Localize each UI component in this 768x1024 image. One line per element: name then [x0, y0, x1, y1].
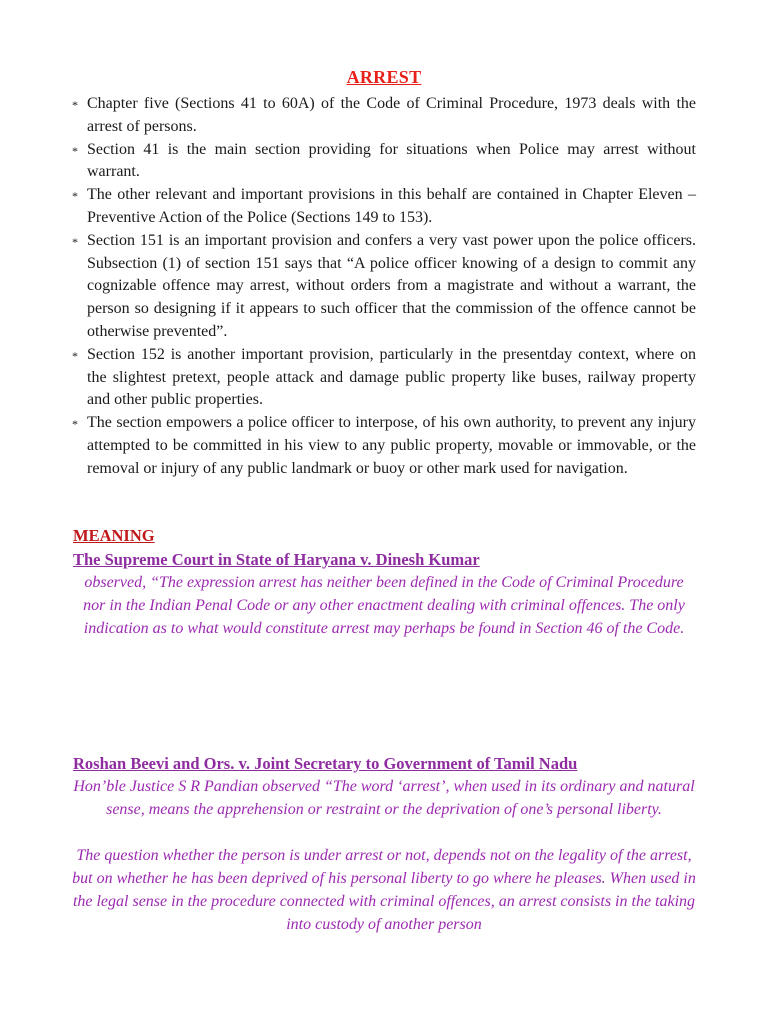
bullet-marker: * — [72, 98, 78, 112]
bullet-marker: * — [72, 234, 78, 249]
page-title: ARREST — [346, 67, 422, 87]
case1-quote: observed, “The expression arrest has neither been defined in the Code of Criminal Procedure nor in the Indian Penal Code or any other enactment dealing with criminal offences. The only indication as to what would constitute arrest may perhaps be found in Section 46 of the Code. — [83, 574, 685, 637]
case2-quote: Hon’ble Justice S R Pandian observed “The word ‘arrest’, when used in its ordinary and natural sense, means the apprehension or restraint or the deprivation of one’s personal liberty. — [73, 778, 695, 818]
bullet-marker: * — [72, 189, 78, 204]
case2-heading: Roshan Beevi and Ors. v. Joint Secretary to Government of Tamil Nadu — [73, 754, 578, 773]
bullet-list — [72, 93, 696, 481]
meaning-heading: MEANING — [73, 526, 155, 545]
bullet-text: Chapter five (Sections 41 to 60A) of the Code of Criminal Procedure, 1973 deals with the arrest of persons. — [87, 95, 696, 135]
bullet-text: Section 152 is another important provision, particularly in the presentday context, where on the slightest pretext, people attack and damage public property like buses, railway property and other public properties. — [87, 345, 696, 409]
list-item — [72, 412, 696, 480]
bullet-text: Section 151 is an important provision and confers a very vast power upon the police officers. Subsection (1) of section 151 says that “A police officer knowing of a design to commit any cognizable offence may arrest, without orders from a magistrate and without a warrant, the person so designing if it appears to such officer that the commission of the offence cannot be otherwise prevented”. — [87, 231, 696, 340]
list-item — [72, 184, 696, 230]
list-item — [72, 344, 696, 412]
bullet-text: The other relevant and important provisions in this behalf are contained in Chapter Eleven – Preventive Action of the Police (Sections 149 to 153). — [87, 186, 696, 226]
bullet-marker: * — [72, 143, 78, 158]
list-item — [72, 230, 696, 344]
bullet-marker: * — [72, 417, 78, 432]
list-item — [72, 139, 696, 185]
bullet-marker: * — [72, 348, 78, 363]
case2-quote-continued: The question whether the person is under arrest or not, depends not on the legality of the arrest, but on whether he has been deprived of his personal liberty to go where he pleases. When used in the legal sense in the procedure connected with criminal offences, an arrest consists in the taking into custody of another person — [72, 847, 696, 933]
bullet-text: Section 41 is the main section providing for situations when Police may arrest without warrant. — [87, 140, 696, 181]
list-item — [72, 93, 696, 139]
case1-heading: The Supreme Court in State of Haryana v. Dinesh Kumar — [73, 550, 480, 569]
bullet-text: The section empowers a police officer to interpose, of his own authority, to prevent any injury attempted to be committed in his view to any public property, movable or immovable, or the removal or injury of any public landmark or buoy or other mark used for navigation. — [87, 414, 696, 477]
